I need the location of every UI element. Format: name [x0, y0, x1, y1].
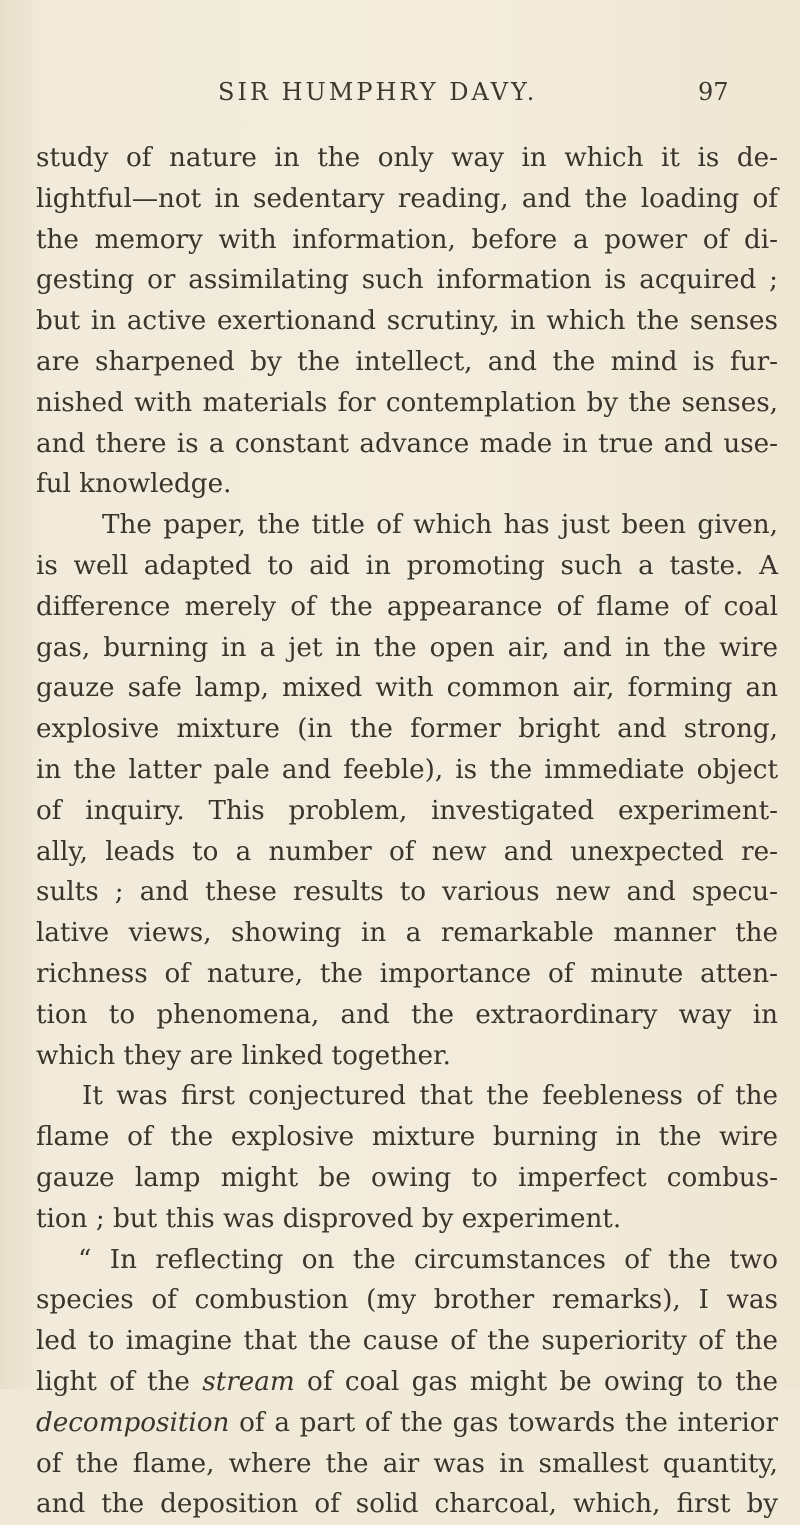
text-line: is well adapted to aid in promoting such a taste. A — [36, 550, 778, 581]
text-line: gauze safe lamp, mixed with common air, forming an — [36, 673, 778, 704]
text-line: flame of the explosive mixture burning in the wire — [36, 1122, 778, 1153]
text-line: and there is a constant advance made in true and use- — [36, 428, 778, 459]
text-line: led to imagine that the cause of the superiority of the — [36, 1326, 778, 1357]
text-line: lative views, showing in a remarkable manner the — [36, 918, 778, 949]
text-span: of coal gas might be owing to the — [307, 1366, 779, 1397]
text-line — [36, 1362, 778, 1403]
italic-word: decomposition — [36, 1407, 230, 1438]
text-line: study of nature in the only way in which it is de- — [36, 143, 778, 173]
text-line: difference merely of the appearance of flame of coal — [36, 591, 778, 622]
text-line: gesting or assimilating such information is acquired ; — [36, 265, 778, 296]
text-line: richness of nature, the importance of minute atten- — [36, 958, 778, 989]
text-span: light of the — [36, 1366, 190, 1397]
running-title: SIR HUMPHRY DAVY. — [218, 78, 538, 106]
text-line: ful knowledge. — [36, 469, 232, 500]
text-line: of inquiry. This problem, investigated experiment- — [36, 795, 778, 826]
text-line: It was first conjectured that the feebleness of the — [82, 1081, 778, 1112]
page-number: 97 — [698, 78, 729, 106]
text-line: and the deposition of solid charcoal, which, first by — [36, 1489, 778, 1520]
text-line: ally, leads to a number of new and unexpected re- — [36, 836, 778, 867]
text-line: but in active exertionand scrutiny, in which the senses — [36, 306, 778, 337]
italic-word: stream — [202, 1366, 295, 1397]
text-line: which they are linked together. — [36, 1040, 451, 1071]
text-line: of the flame, where the air was in smallest quantity, — [36, 1448, 778, 1479]
text-line: “ In reflecting on the circumstances of the two — [78, 1244, 778, 1275]
text-line: are sharpened by the intellect, and the mind is fur- — [36, 346, 778, 377]
text-line: the memory with information, before a power of di- — [36, 224, 778, 255]
text-line: gauze lamp might be owing to imperfect combus- — [36, 1162, 778, 1193]
body-text — [36, 138, 778, 1525]
text-line: nished with materials for contemplation by the senses, — [36, 387, 778, 418]
running-head — [0, 78, 800, 114]
text-line: species of combustion (my brother remarks), I was — [36, 1285, 778, 1316]
text-line: in the latter pale and feeble), is the immediate object — [36, 754, 778, 785]
text-line — [36, 1403, 778, 1444]
text-line: The paper, the title of which has just been given, — [102, 510, 778, 541]
text-line: tion to phenomena, and the extraordinary way in — [36, 999, 778, 1030]
text-line: tion ; but this was disproved by experiment. — [36, 1203, 622, 1234]
text-line: lightful—not in sedentary reading, and the loading of — [36, 183, 778, 214]
text-line: explosive mixture (in the former bright and strong, — [36, 714, 778, 745]
text-line: gas, burning in a jet in the open air, and in the wire — [36, 632, 778, 663]
text-span: of a part of the gas towards the interior — [239, 1407, 778, 1438]
text-line: sults ; and these results to various new and specu- — [36, 877, 778, 908]
